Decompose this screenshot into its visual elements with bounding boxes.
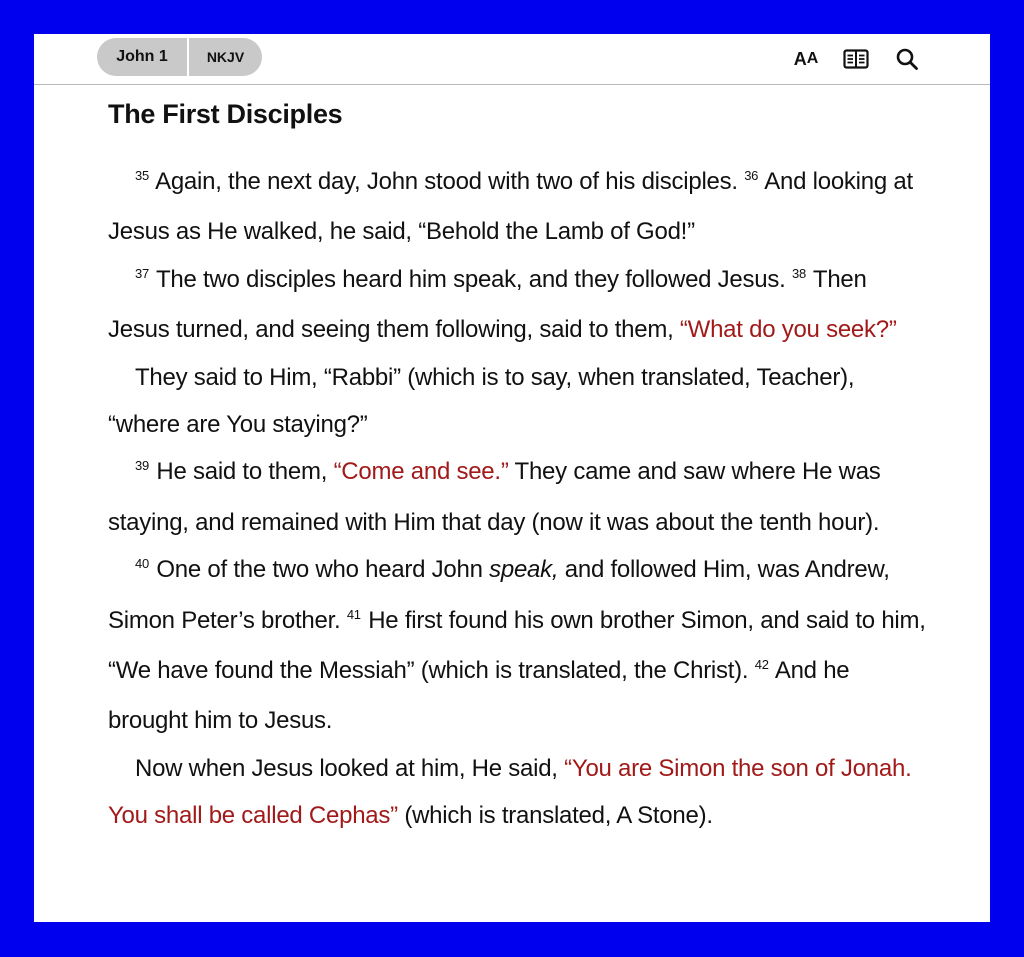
paragraph-38b	[108, 354, 928, 449]
paragraph-39	[108, 448, 928, 546]
words-of-jesus: “You are Simon the son of Jonah. You shall be called Cephas”	[108, 754, 912, 830]
verse-number[interactable]: 35	[135, 168, 149, 183]
paragraph-37-38	[108, 256, 928, 354]
paragraph-40-42	[108, 546, 928, 745]
scripture-text	[108, 158, 928, 840]
book-icon[interactable]	[842, 46, 870, 72]
paragraph-42b	[108, 745, 928, 840]
verse-text: and followed Him, was Andrew, Simon Peter’s brother.	[108, 556, 890, 634]
verse-text: (which is translated, A Stone).	[397, 802, 713, 830]
top-toolbar	[34, 34, 990, 85]
verse-number[interactable]: 36	[744, 168, 759, 183]
verse-number[interactable]: 41	[346, 606, 361, 622]
verse-text: He said to them,	[149, 458, 334, 486]
italic-supplied-word: speak,	[489, 556, 559, 584]
bible-reader-screen	[34, 34, 990, 922]
paragraph-35-36	[108, 158, 928, 256]
verse-number[interactable]: 40	[135, 556, 149, 572]
book-chapter-button[interactable]: John 1	[116, 48, 168, 65]
section-heading: The First Disciples	[108, 99, 343, 129]
text-size-small-a: A	[806, 50, 819, 67]
passage-selector	[97, 38, 262, 76]
verse-text: The two disciples heard him speak, and they followed Jesus.	[149, 265, 792, 293]
verse-number[interactable]: 37	[135, 265, 149, 281]
words-of-jesus: “What do you seek?”	[679, 316, 897, 344]
verse-text: One of the two who heard John	[149, 556, 490, 584]
verse-number[interactable]: 39	[135, 458, 149, 474]
text-size-large-a: A	[793, 48, 807, 69]
verse-text: And looking at Jesus as He walked, he said, “Behold the Lamb of God!”	[108, 168, 913, 246]
search-icon[interactable]	[894, 46, 920, 72]
verse-text: They said to Him, “Rabbi” (which is to say, when translated, Teacher), “where are You staying?”	[108, 363, 855, 439]
verse-text: They came and saw where He was staying, and remained with Him that day (now it was about the tenth hour).	[108, 458, 881, 536]
verse-text: Then Jesus turned, and seeing them following, said to them,	[108, 265, 867, 344]
version-button[interactable]: NKJV	[187, 38, 262, 76]
verse-number[interactable]: 42	[754, 657, 769, 673]
words-of-jesus: “Come and see.”	[333, 458, 509, 486]
verse-text: He first found his own brother Simon, and said to him, “We have found the Messiah” (which is translated, the Christ).	[108, 606, 926, 685]
verse-number[interactable]: 38	[791, 265, 806, 281]
text-size-icon[interactable]	[792, 46, 820, 72]
verse-text: Now when Jesus looked at him, He said,	[135, 754, 565, 782]
verse-text: And he brought him to Jesus.	[108, 657, 850, 735]
verse-text: Again, the next day, John stood with two of his disciples.	[149, 168, 745, 195]
chapter-content	[108, 96, 928, 840]
